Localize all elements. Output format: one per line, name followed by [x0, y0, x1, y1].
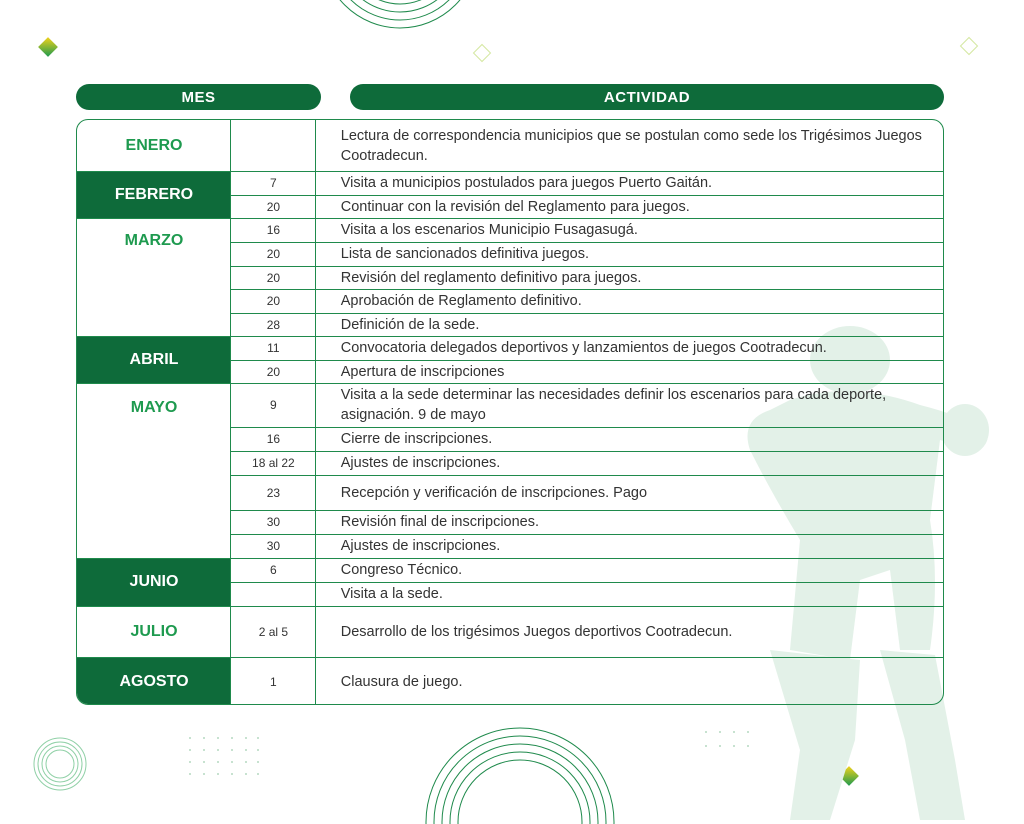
activity-cell: Aprobación de Reglamento definitivo. — [340, 293, 582, 309]
activity-cell: Visita a la sede determinar las necesidades definir los escenarios para cada deporte, asignación. 9 de mayo — [340, 387, 887, 423]
date-cell: 9 — [270, 398, 277, 412]
date-cell: 1 — [270, 674, 277, 689]
date-cell: 18 al 22 — [252, 456, 295, 470]
activity-cell: Desarrollo de los trigésimos Juegos deportivos Cootradecun. — [340, 623, 733, 640]
month-febrero: FEBRERO — [77, 171, 231, 218]
date-cell: 6 — [270, 563, 277, 577]
date-cell: 20 — [266, 247, 281, 261]
month-mayo: MAYO — [130, 399, 178, 416]
date-cell: 11 — [267, 341, 280, 355]
table-row — [231, 606, 943, 657]
activity-cell: Lista de sancionados definitiva juegos. — [340, 246, 590, 262]
table-row — [231, 242, 943, 266]
table-row — [231, 218, 943, 242]
month-abril: ABRIL — [77, 336, 231, 383]
date-cell: 30 — [266, 515, 281, 529]
date-cell: 16 — [266, 432, 281, 446]
month-enero: ENERO — [125, 136, 183, 154]
table-row — [231, 558, 943, 582]
table-row — [231, 383, 943, 427]
column-header-actividad: ACTIVIDAD — [350, 84, 944, 110]
table-row — [231, 171, 943, 195]
month-agosto: AGOSTO — [77, 657, 231, 705]
table-row — [231, 657, 943, 705]
activity-cell: Revisión del reglamento definitivo para juegos. — [340, 269, 642, 286]
concentric-circles-icon — [420, 722, 620, 824]
concentric-circles-icon — [32, 736, 88, 792]
activity-cell: Lectura de correspondencia municipios que se postulan como sede los Trigésimos Juegos Cootradecun. — [340, 127, 922, 164]
activity-cell: Recepción y verificación de inscripciones. Pago — [340, 484, 648, 501]
diamond-icon — [36, 35, 60, 59]
table-row — [231, 534, 943, 558]
table-row — [231, 289, 943, 313]
table-row — [231, 120, 943, 171]
date-cell: 16 — [266, 223, 281, 237]
month-marzo: MARZO — [124, 232, 184, 249]
table-row — [231, 582, 943, 606]
table-row — [231, 360, 943, 383]
date-cell: 2 al 5 — [258, 624, 289, 639]
table-row — [231, 336, 943, 360]
date-cell: 28 — [266, 317, 281, 332]
month-junio: JUNIO — [77, 558, 231, 606]
column-header-mes: MES — [76, 84, 321, 110]
table-row — [231, 266, 943, 289]
date-cell: 7 — [270, 176, 277, 190]
activity-cell: Ajustes de inscripciones. — [340, 455, 501, 471]
date-cell: 20 — [266, 364, 281, 379]
activity-cell: Cierre de inscripciones. — [340, 431, 493, 447]
activity-cell: Visita a los escenarios Municipio Fusagasugá. — [340, 222, 638, 238]
activity-cell: Definición de la sede. — [340, 316, 480, 333]
outline-diamond-icon — [958, 35, 980, 57]
table-row — [231, 427, 943, 451]
activity-cell: Apertura de inscripciones — [340, 363, 505, 380]
activity-cell: Continuar con la revisión del Reglamento para juegos. — [340, 198, 690, 215]
date-cell: 23 — [266, 485, 281, 500]
dot-grid-icon — [186, 734, 262, 782]
date-cell: 20 — [266, 294, 281, 308]
table-row — [231, 475, 943, 510]
table-row — [231, 313, 943, 336]
date-cell: 30 — [266, 539, 281, 553]
activity-cell: Convocatoria delegados deportivos y lanzamientos de juegos Cootradecun. — [340, 340, 827, 356]
schedule-table — [76, 119, 944, 705]
date-cell: 20 — [266, 199, 281, 214]
table-row — [231, 510, 943, 534]
activity-cell: Visita a municipios postulados para juegos Puerto Gaitán. — [340, 175, 713, 191]
activity-cell: Ajustes de inscripciones. — [340, 538, 501, 554]
concentric-circles-icon — [300, 0, 500, 90]
activity-cell: Clausura de juego. — [340, 673, 463, 690]
activity-cell: Visita a la sede. — [340, 586, 443, 602]
outline-diamond-icon — [471, 42, 493, 64]
date-cell: 20 — [266, 270, 281, 285]
table-row — [231, 451, 943, 475]
activity-cell: Revisión final de inscripciones. — [340, 514, 540, 530]
activity-cell: Congreso Técnico. — [340, 562, 463, 578]
month-julio: JULIO — [130, 622, 178, 640]
table-row — [231, 195, 943, 218]
